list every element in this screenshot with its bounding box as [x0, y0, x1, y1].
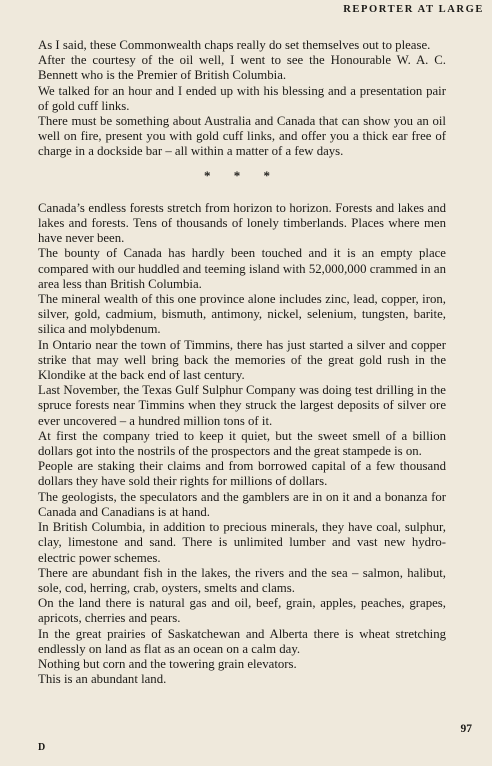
- paragraph: Nothing but corn and the towering grain elevators.: [38, 656, 297, 671]
- paragraph: At first the company tried to keep it quiet, but the sweet smell of a billion dollars got into the nostrils of the prospectors and the great stampede is on.: [38, 428, 446, 459]
- paragraph: Last November, the Texas Gulf Sulphur Company was doing test drilling in the spruce forests near Timmins when they struck the largest deposits of silver ore ever uncovered – a hundred million tons of it.: [38, 383, 446, 428]
- paragraph: The geologists, the speculators and the gamblers are in on it and a bonanza for Canada and Canadians is at hand.: [38, 489, 446, 519]
- article-body: [38, 38, 446, 687]
- page-number: 97: [460, 723, 472, 735]
- section-1: [38, 38, 446, 160]
- paragraph: The mineral wealth of this one province alone includes zinc, lead, copper, iron, silver, gold, cadmium, bismuth, antimony, nickel, selenium, tungsten, barite, silica and molybdenum.: [38, 292, 446, 337]
- paragraph: Canada’s endless forests stretch from horizon to horizon. Forests and lakes and lakes and forests. Tens of thousands of lonely timberlands. Places where men have never been.: [38, 200, 446, 246]
- paragraph: There are abundant fish in the lakes, the rivers and the sea – salmon, halibut, sole, cod, herring, crab, oysters, smelts and clams.: [38, 565, 446, 595]
- section-separator: * * *: [204, 167, 280, 183]
- paragraph: On the land there is natural gas and oil, beef, grain, apples, peaches, grapes, apricots, cherries and pears.: [38, 596, 446, 626]
- paragraph: The bounty of Canada has hardly been touched and it is an empty place compared with our huddled and teeming island with 52,000,000 crammed in an area less than British Columbia.: [38, 246, 446, 291]
- paragraph: In British Columbia, in addition to precious minerals, they have coal, sulphur, clay, limestone and sand. There is unlimited lumber and vast new hydro-electric power schemes.: [38, 520, 446, 565]
- paragraph: This is an abundant land.: [38, 672, 167, 687]
- running-header: REPORTER AT LARGE: [343, 4, 484, 15]
- signature-mark: D: [38, 742, 46, 753]
- paragraph: We talked for an hour and I ended up with his blessing and a presentation pair of gold cuff links.: [38, 83, 446, 113]
- paragraph: There must be something about Australia and Canada that can show you an oil well on fire, present you with gold cuff links, and offer you a thick ear free of charge in a dockside bar – all within a matter of a few days.: [38, 114, 446, 159]
- paragraph: People are staking their claims and from borrowed capital of a few thousand dollars they have sold their rights for millions of dollars.: [38, 459, 446, 489]
- paragraph: In Ontario near the town of Timmins, there has just started a silver and copper strike that may well bring back the memories of the great gold rush in the Klondike at the back end of last century.: [38, 337, 446, 383]
- section-2: [38, 201, 446, 688]
- paragraph: In the great prairies of Saskatchewan and Alberta there is wheat stretching endlessly on land as flat as an ocean on a calm day.: [38, 626, 446, 656]
- paragraph: After the courtesy of the oil well, I went to see the Honourable W. A. C. Bennett who is the Premier of British Columbia.: [38, 53, 446, 83]
- paragraph: As I said, these Commonwealth chaps really do set themselves out to please.: [38, 38, 431, 52]
